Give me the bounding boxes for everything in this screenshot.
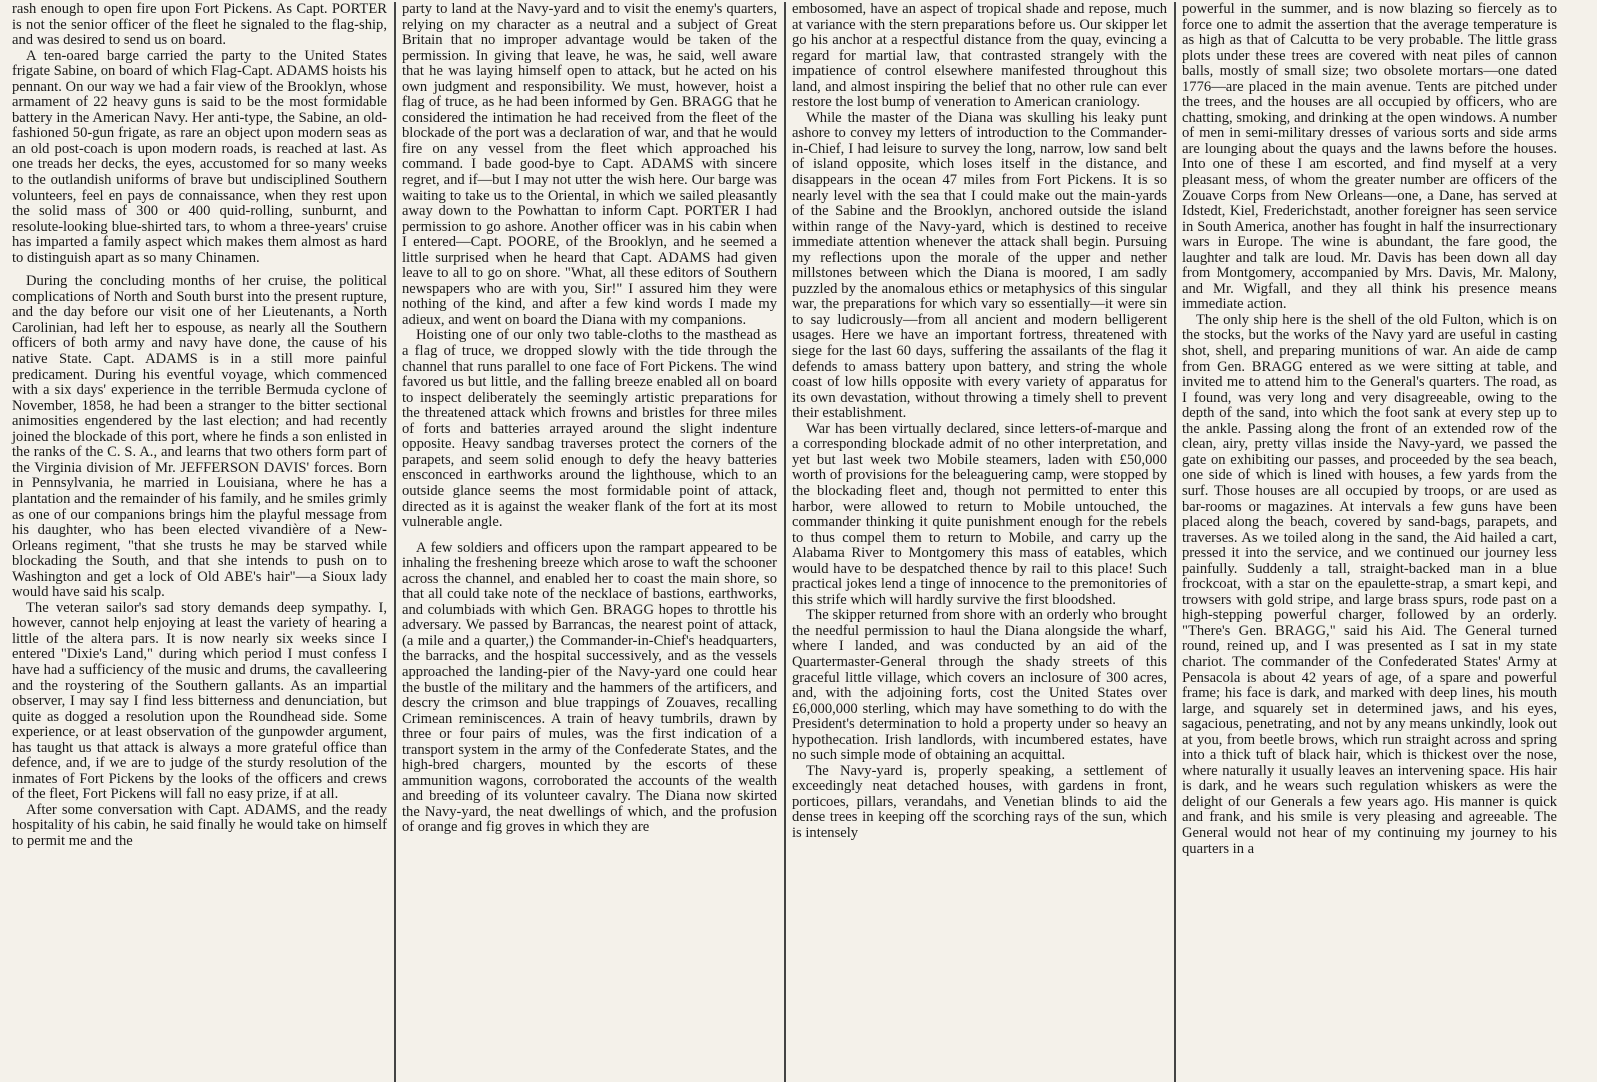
paragraph: Hoisting one of our only two table-cloths to the masthead as a flag of truce, we dropped slowly with the tide through the channel that runs parallel to one face of Fort Pickens. The wind favored us but little, and the falling breeze enabled all on board to inspect deliberately the seemingly artistic preparations for the threatened attack which frowns and bristles for three miles of forts and batteries arrayed around the slight indenture opposite. Heavy sandbag traverses protect the corners of the parapets, and seem solid enough to defy the heavy batteries ensconced in earthworks around the lighthouse, which to an outside glance seems the most formidable point of attack, directed as it is against the weaker flank of the fort at its most vulnerable angle. [402,327,777,531]
paragraph: The Navy-yard is, properly speaking, a settlement of exceedingly neat detached houses, with gardens in front, porticoes, pillars, verandahs, and Venetian blinds to aid the dense trees in keeping off the scorching rays of the sun, which is intensely [792,762,1167,841]
paragraph: After some conversation with Capt. ADAMS, and the ready hospitality of his cabin, he said finally he would take on himself to permit me and the [12,801,387,849]
paragraph: During the concluding months of her cruise, the political complications of North and South burst into the present rupture, and the day before our visit one of her Lieutenants, a North Carolinian, had left her to espouse, as nearly all the Southern officers of both army and navy have done, the cause of his native State. Capt. ADAMS is in a still more painful predicament. During his eventful voyage, which commenced with a six days' experience in the terrible Bermuda cyclone of November, 1858, he had been a stranger to the bitter sectional animosities engendered by the last election; and had recently joined the blockade of this port, where he finds a son enlisted in the ranks of the C. S. A., and learns that two others form part of the Virginia division of Mr. JEFFERSON DAVIS' forces. Born in Pennsylvania, he married in Louisiana, where he has a plantation and the remainder of his family, and he smiles grimly as one of our companions brings him the playful message from his daughter, who has been elected vivandière of a New-Orleans regiment, "that she trusts he may be starved while blockading the South, and that she intends to push on to Washington and get a lock of Old ABE's hair"—a Sioux lady would have said his scalp. [12,273,387,601]
paragraph: While the master of the Diana was skulling his leaky punt ashore to convey my letters of introduction to the Commander-in-Chief, I had leisure to survey the long, narrow, low sand belt of island opposite, which loses itself in the distance, and disappears in the ocean 47 miles from Fort Pickens. It is so nearly level with the sea that I could make out the main-yards of the Sabine and the Brooklyn, anchored outside the island within range of the Navy-yard, which is destined to receive immediate attention whenever the attack shall begin. Pursuing my reflections upon the morale of the upper and nether millstones between which the Diana is moored, I am sadly puzzled by the anomalous ethics or metaphysics of this singular war, the preparations for which vary so essentially—it were sin to say ludicrously—from all ancient and modern belligerent usages. Here we have an important fortress, threatened with siege for the last 60 days, suffering the assailants of the flag it defends to amass battery upon battery, and string the whole coast of low hills opposite with every variety of apparatus for its own devastation, without throwing a timely shell to prevent their establishment. [792,109,1167,422]
column-3 [786,2,1174,1082]
paragraph: A ten-oared barge carried the party to the United States frigate Sabine, on board of which Flag-Capt. ADAMS hoists his pennant. On our way we had a fair view of the Brooklyn, whose armament of 22 heavy guns is said to be the most formidable battery in the American Navy. Her anti-type, the Sabine, an old-fashioned 50-gun frigate, as rare an object upon modern seas as an old post-coach is upon modern roads, is reached at last. As one treads her decks, the eyes, accustomed for so many weeks to the outlandish uniforms of brave but undisciplined Southern volunteers, feel en pays de connaissance, when they rest upon the solid mass of 300 or 400 quid-rolling, sunburnt, and resolute-looking blue-shirted tars, to whom a three-years' cruise has imparted a family aspect which makes them almost as hard to distinguish apart as so many Chinamen. [12,47,387,266]
column-2 [396,2,784,1082]
column-4 [1176,2,1564,1082]
paragraph: The skipper returned from shore with an orderly who brought the needful permission to haul the Diana alongside the wharf, where I landed, and was conducted by an aid of the Quartermaster-General through the shady streets of this graceful little village, which covers an inclosure of 300 acres, and, with the adjoining forts, cost the United States over £6,000,000 sterling, which may have something to do with the President's determination to hold a property under so heavy an hypothecation. Irish landlords, with incumbered estates, have no such simple mode of obtaining an acquittal. [792,607,1167,764]
paragraph: embosomed, have an aspect of tropical shade and repose, much at variance with the stern preparations before us. Our skipper let go his anchor at a respectful distance from the quay, evincing a regard for martial law, that contrasted strangely with the impatience of control elsewhere manifested throughout this land, and almost inspiring the belief that no other rule can ever restore the lost bump of veneration to American craniology. [792,2,1167,111]
paragraph: rash enough to open fire upon Fort Pickens. As Capt. PORTER is not the senior officer of the fleet he signaled to the flag-ship, and was desired to send us on board. [12,2,387,49]
paragraph: powerful in the summer, and is now blazing so fiercely as to force one to admit the assertion that the average temperature is as high as that of Calcutta to be very probable. The little grass plots under these trees are covered with neat piles of cannon balls, mostly of small size; two obsolete mortars—one dated 1776—are placed in the main avenue. Tents are pitched under the trees, and the houses are all occupied by officers, who are chatting, smoking, and drinking at the open windows. A number of men in semi-military dresses of various sorts and side arms are lounging about the quays and the lawns before the houses. Into one of these I am escorted, and find myself at a very pleasant mess, of whom the greater number are officers of the Zouave Corps from New Orleans—one, a Dane, has served at Idstedt, Kiel, Frederichstadt, another foreigner has seen service in South America, another has fought in half the insurrectionary wars in Europe. The wine is abundant, the fare good, the laughter and talk are loud. Mr. Davis has been down all day from Montgomery, accompanied by Mrs. Davis, Mr. Malony, and Mr. Wigfall, and they all think his presence means immediate action. [1182,2,1557,313]
column-1 [6,2,394,1082]
paragraph: The only ship here is the shell of the old Fulton, which is on the stocks, but the works of the Navy yard are useful in casting shot, shell, and preparing munitions of war. An aide de camp from Gen. BRAGG entered as we were sitting at table, and invited me to attend him to the General's quarters. The road, as I found, was very long and very disagreeable, owing to the depth of the sand, into which the foot sank at every step up to the ankle. Passing along the front of an extended row of the clean, airy, pretty villas inside the Navy-yard, we passed the gate on exhibiting our passes, and proceeded by the sea beach, one side of which is lined with houses, a few yards from the surf. Those houses are all occupied by troops, or are used as bar-rooms or magazines. At intervals a few guns have been placed along the beach, covered by sand-bags, parapets, and traverses. As we toiled along in the sand, the Aid hailed a cart, pressed it into the service, and we continued our journey less painfully. Suddenly a tall, straight-backed man in a blue frockcoat, with a star on the epaulette-strap, a smart kepi, and trowsers with gold stripe, and large brass spurs, rode past on a high-stepping powerful charger, followed by an orderly. "There's Gen. BRAGG," said his Aid. The General turned round, reined up, and I was presented as I sat in my state chariot. The commander of the Confederated States' Army at Pensacola is about 42 years of age, of a spare and powerful frame; his face is dark, and marked with deep lines, his mouth large, and squarely set in determined jaws, and his eyes, sagacious, penetrating, and not by any means unkindly, look out at you, from beetle brows, which run straight across and spring into a thick tuft of black hair, which is thickest over the nose, where naturally it usually leaves an intervening space. His hair is dark, and he wears such regulation whiskers as were the delight of our Generals a few years ago. His manner is quick and frank, and his smile is very pleasing and agreeable. The General would not hear of my continuing my journey to his quarters in a [1182,311,1557,857]
paragraph: party to land at the Navy-yard and to visit the enemy's quarters, relying on my character as a neutral and a subject of Great Britain that no improper advantage would be taken of the permission. In giving that leave, he was, he said, well aware that he was laying himself open to attack, but he acted on his own judgment and responsibility. We must, however, hoist a flag of truce, as he had been informed by Gen. BRAGG that he considered the intimation he had received from the fleet of the blockade of the port was a declaration of war, and that he would fire on any vessel from the fleet which approached his command. I bade good-bye to Capt. ADAMS with sincere regret, and if—but I may not utter the wish here. Our barge was waiting to take us to the Oriental, in which we sailed pleasantly away down to the Powhattan to inform Capt. PORTER I had permission to go ashore. Another officer was in his cabin when I entered—Capt. POORE, of the Brooklyn, and he seemed a little surprised when he heard that Capt. ADAMS had given leave to all to go on shore. "What, all these editors of Southern newspapers who are with you, Sir!" I assured him they were nothing of the kind, and after a few kind words I made my adieux, and went on board the Diana with my companions. [402,2,777,328]
paragraph: War has been virtually declared, since letters-of-marque and a corresponding blockade admit of no other interpretation, and yet but last week two Mobile steamers, laden with £50,000 worth of provisions for the beleaguering camp, were stopped by the blockading fleet and, though not permitted to enter this harbor, were allowed to return to Mobile untouched, the commander thinking it quite punishment enough for the rebels to thus compel them to return to Mobile, and carry up the Alabama River to Montgomery this mass of eatables, which would have to be despatched thence by rail to this place! Such practical jokes lend a tinge of innocence to the premonitories of this strife which will hardly survive the first bloodshed. [792,420,1167,608]
paragraph: The veteran sailor's sad story demands deep sympathy. I, however, cannot help enjoying at least the variety of hearing a little of the altera pars. It is now nearly six weeks since I entered "Dixie's Land," during which period I must confess I have had a sufficiency of the music and drums, the cavalleering and the roystering of the Southern gallants. As an impartial observer, I may say I find less bitterness and denunciation, but quite as dogged a resolution upon the Roundhead side. Some experience, or at least observation of the gunpowder argument, has taught us that attack is always a more grateful office than defence, and, if we are to judge of the sturdy resolution of the inmates of Fort Pickens by the looks of the officers and crews of the fleet, Fort Pickens will fall no easy prize, if at all. [12,599,387,803]
paragraph: A few soldiers and officers upon the rampart appeared to be inhaling the freshening breeze which arose to waft the schooner across the channel, and enabled her to coast the main shore, so that all could take note of the necklace of bastions, earthworks, and columbiads with which Gen. BRAGG hopes to throttle his adversary. We passed by Barrancas, the nearest point of attack, (a mile and a quarter,) the Commander-in-Chief's headquarters, the barracks, and the hospital successively, and as the vessels approached the landing-pier of the Navy-yard one could hear the bustle of the military and the hammers of the artificers, and descry the crimson and blue trappings of Zouaves, recalling Crimean reminiscences. A train of heavy tumbrils, drawn by three or four pairs of mules, was the first indication of a transport system in the army of the Confederate States, and the high-bred chargers, mounted by the escorts of these ammunition wagons, corroborated the accounts of the wealth and breeding of its volunteer cavalry. The Diana now skirted the Navy-yard, the neat dwellings of which, and the profusion of orange and fig groves in which they are [402,539,777,836]
